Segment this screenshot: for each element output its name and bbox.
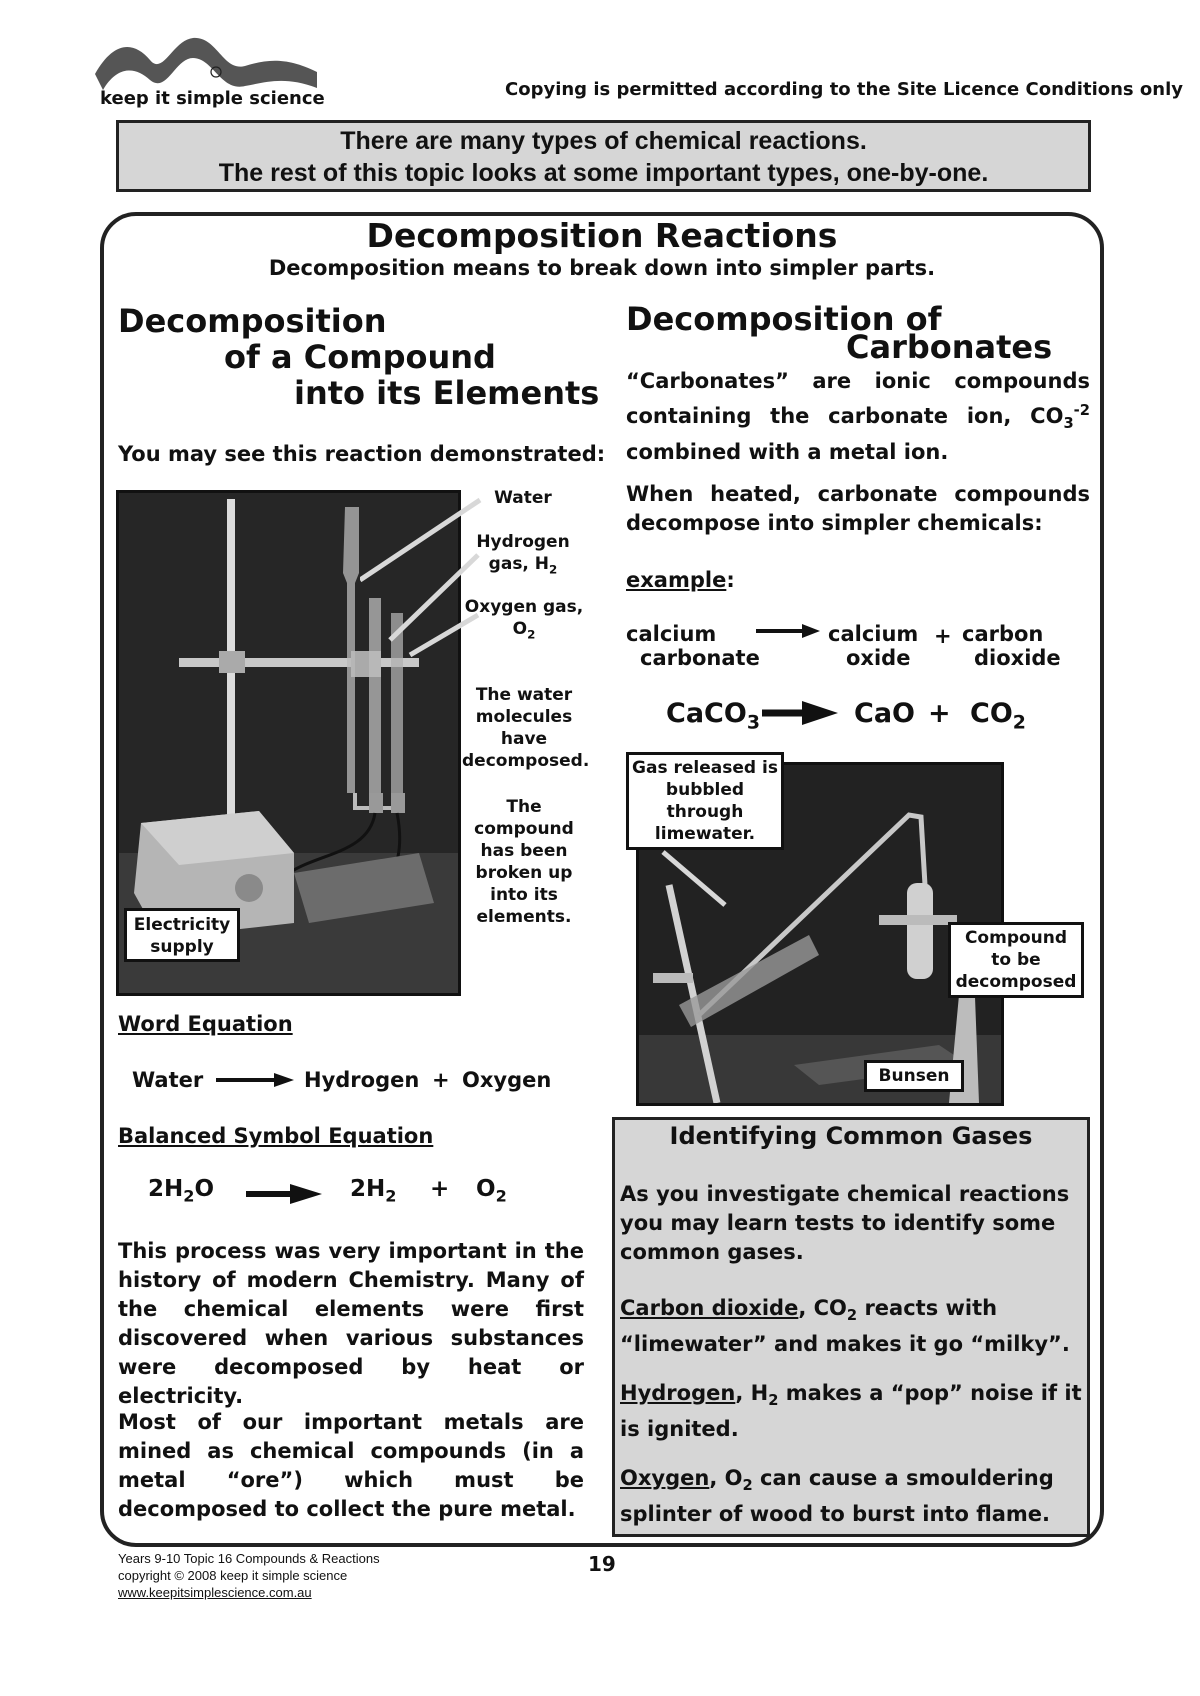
label-water: Water bbox=[494, 488, 552, 508]
symbol-eq-plus: + bbox=[430, 1176, 450, 1202]
footer-topic: Years 9-10 Topic 16 Compounds & Reactions bbox=[118, 1551, 380, 1566]
carbonate-pointer-line bbox=[655, 850, 735, 910]
footer-website-link[interactable]: www.keepitsimplescience.com.au bbox=[118, 1585, 312, 1600]
word-eq-reactant: Water bbox=[132, 1068, 204, 1092]
word-eq-product-2: Oxygen bbox=[462, 1068, 552, 1092]
carbonates-heated: When heated, carbonate compounds decompose into simpler chemicals: bbox=[626, 482, 1090, 535]
carbonate-word-plus: + bbox=[934, 624, 952, 648]
logo-text: keep it simple science bbox=[100, 88, 325, 109]
word-equation-heading: Word Equation bbox=[118, 1012, 293, 1036]
label-bunsen: Bunsen bbox=[864, 1060, 964, 1092]
carbonate-word-reactant: calcium carbonate bbox=[626, 622, 760, 670]
metals-paragraph: Most of our important metals are mined as chemical compounds (in a metal “ore”) which must be decomposed to collect the pure metal. bbox=[118, 1410, 584, 1521]
label-compound-broken-up: The compound has been broken up into its elements. bbox=[474, 797, 574, 927]
arrow-right-icon bbox=[246, 1182, 322, 1206]
label-electricity-supply: Electricity supply bbox=[124, 908, 240, 962]
arrow-right-icon bbox=[216, 1070, 296, 1090]
footer-info bbox=[118, 1550, 380, 1601]
label-hydrogen-gas: Hydrogen gas, $H_2$ bbox=[476, 532, 570, 577]
common-gases-title: Identifying Common Gases bbox=[669, 1122, 1033, 1150]
section-title: Decomposition Reactions bbox=[366, 216, 838, 255]
label-oxygen-gas: Oxygen gas, $O_2$ bbox=[464, 597, 584, 642]
test-oxygen: Oxygen, $O_2$ can cause a smouldering splinter of wood to burst into flame. bbox=[620, 1466, 1054, 1527]
test-carbon-dioxide: Carbon dioxide, $CO_2$ reacts with “limewater” and makes it go “milky”. bbox=[620, 1296, 1070, 1357]
carbonate-symbol-product-1: CaO bbox=[854, 698, 915, 729]
banner-line-2: The rest of this topic looks at some important types, one-by-one. bbox=[218, 159, 989, 187]
symbol-equation-heading: Balanced Symbol Equation bbox=[118, 1124, 434, 1148]
label-water-decomposed: The water molecules have decomposed. bbox=[462, 685, 590, 771]
arrow-right-icon bbox=[762, 700, 838, 726]
carbonate-symbol-plus: + bbox=[928, 698, 951, 729]
left-intro: You may see this reaction demonstrated: bbox=[118, 442, 606, 466]
arrow-right-icon bbox=[756, 622, 822, 640]
example-label: example: bbox=[626, 568, 735, 592]
carbonate-word-product-2: carbon dioxide bbox=[962, 622, 1061, 670]
carbonate-symbol-product-2: $CO_2$ bbox=[970, 698, 1026, 734]
page-number: 19 bbox=[588, 1552, 616, 1576]
symbol-eq-product-1: $2H_2$ bbox=[350, 1176, 397, 1206]
common-gases-intro: As you investigate chemical reactions you may learn tests to identify some common gases. bbox=[620, 1182, 1070, 1264]
symbol-eq-reactant: $2H_2O$ bbox=[148, 1176, 215, 1206]
label-gas-released: Gas released is bubbled through limewater. bbox=[626, 752, 784, 850]
right-heading-line-2: Carbonates bbox=[846, 328, 1053, 366]
section-subtitle: Decomposition means to break down into simpler parts. bbox=[268, 256, 936, 280]
carbonates-intro: “Carbonates” are ionic compounds containing the carbonate ion, $CO_3^{-2}$ combined with a metal ion. bbox=[626, 369, 1090, 465]
footer-copyright: copyright © 2008 keep it simple science bbox=[118, 1568, 348, 1583]
banner-line-1: There are many types of chemical reactions. bbox=[340, 127, 867, 155]
carbonate-symbol-reactant: CaCO$_3$ bbox=[666, 698, 760, 734]
licence-notice: Copying is permitted according to the Site Licence Conditions only bbox=[505, 79, 1183, 100]
left-heading-line-2: of a Compound bbox=[224, 338, 496, 376]
word-eq-plus: + bbox=[432, 1068, 450, 1092]
symbol-eq-product-2: $O_2$ bbox=[476, 1176, 507, 1206]
left-heading-line-1: Decomposition bbox=[118, 302, 387, 340]
history-paragraph: This process was very important in the history of modern Chemistry. Many of the chemical elements were first discovered when various substances were decomposed by heat or electricity. bbox=[118, 1239, 584, 1408]
intro-banner bbox=[116, 120, 1091, 192]
label-compound-to-be-decomposed: Compound to be decomposed bbox=[948, 922, 1084, 998]
test-hydrogen: Hydrogen, $H_2$ makes a “pop” noise if it is ignited. bbox=[620, 1381, 1082, 1442]
carbonate-word-product-1: calcium oxide bbox=[828, 622, 919, 670]
left-heading-line-3: into its Elements bbox=[294, 374, 600, 412]
right-heading-line-1: Decomposition of bbox=[626, 300, 942, 338]
word-eq-product-1: Hydrogen bbox=[304, 1068, 420, 1092]
